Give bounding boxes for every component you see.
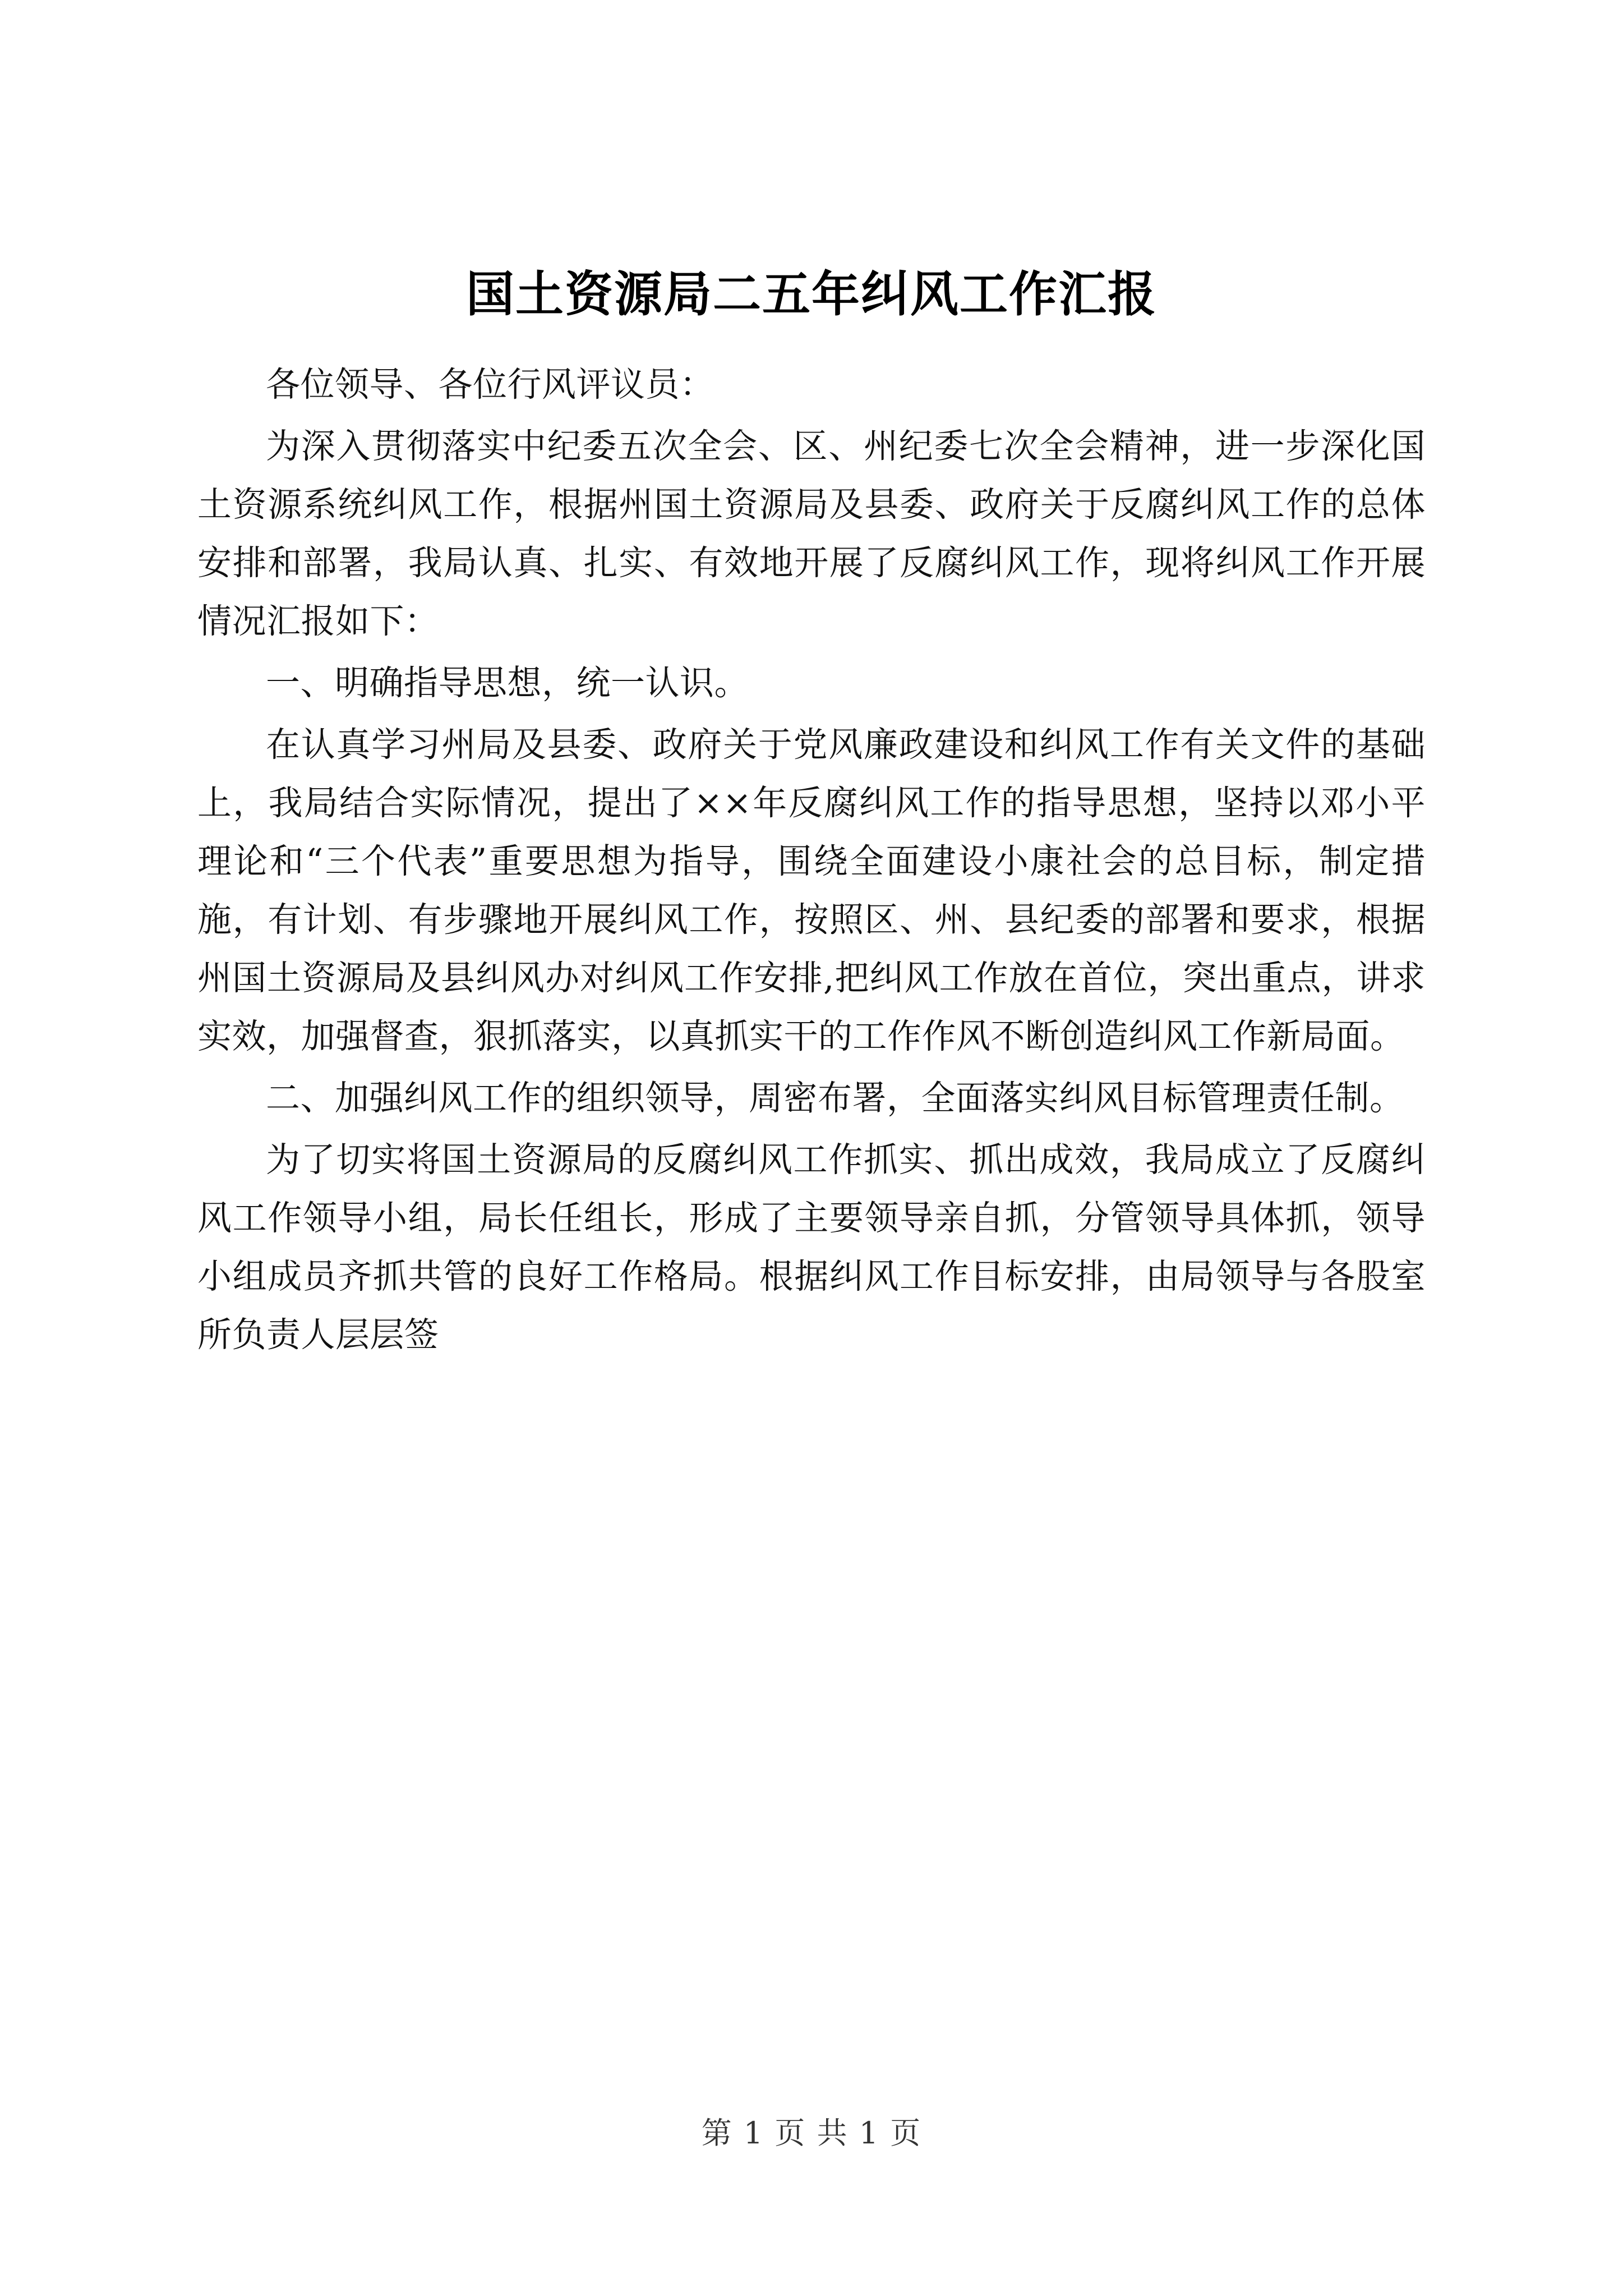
paragraph-section-one-heading: 一、明确指导思想，统一认识。 xyxy=(266,662,749,703)
document-body xyxy=(197,264,1426,1368)
paragraph-section-two-heading: 二、加强纠风工作的组织领导，周密布署，全面落实纠风目标管理责任制。 xyxy=(266,1078,1404,1118)
paragraph-salutation: 各位领导、各位行风评议员： xyxy=(266,364,714,404)
paragraph-section-two-body: 为了切实将国土资源局的反腐纠风工作抓实、抓出成效，我局成立了反腐纠风工作领导小组，局长任组长，形成了主要领导亲自抓，分管领导具体抓，领导小组成员齐抓共管的良好工作格局。根据纠风工作目标安排，由局领导与各股室所负责人层层签 xyxy=(197,1139,1426,1355)
page-footer: 第 1 页 共 1 页 xyxy=(701,2115,922,2151)
paragraph-section-one-body: 在认真学习州局及县委、政府关于党风廉政建设和纠风工作有关文件的基础上，我局结合实际情况，提出了××年反腐纠风工作的指导思想，坚持以邓小平理论和“三个代表”重要思想为指导，围绕全面建设小康社会的总目标，制定措施，有计划、有步骤地开展纠风工作，按照区、州、县纪委的部署和要求，根据州国土资源局及县纠风办对纠风工作安排,把纠风工作放在首位，突出重点，讲求实效，加强督查，狠抓落实，以真抓实干的工作作风不断创造纠风工作新局面。 xyxy=(197,724,1426,1056)
paragraph-intro: 为深入贯彻落实中纪委五次全会、区、州纪委七次全会精神，进一步深化国土资源系统纠风工作，根据州国土资源局及县委、政府关于反腐纠风工作的总体安排和部署，我局认真、扎实、有效地开展了反腐纠风工作，现将纠风工作开展情况汇报如下： xyxy=(197,426,1426,641)
page-title: 国土资源局二五年纠风工作汇报 xyxy=(466,266,1157,323)
